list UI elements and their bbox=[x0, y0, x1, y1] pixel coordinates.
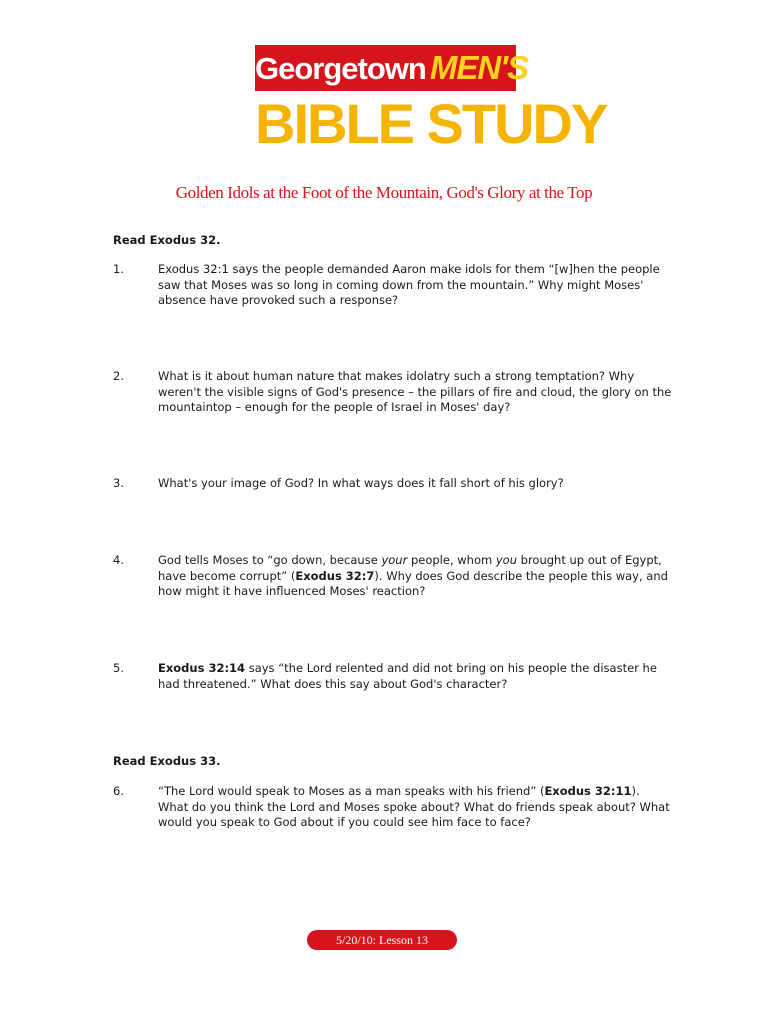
question-text-run: says “the Lord relented and did not bring on his people the disaster he had threatened.” What does this say about God's character? bbox=[158, 661, 657, 691]
question-text bbox=[158, 476, 673, 492]
logo-subtitle: BIBLE STUDY bbox=[255, 92, 607, 155]
question-text-run: ). What do you think the Lord and Moses spoke about? What do friends speak about? What would you speak to God about if you could see him face to face? bbox=[158, 784, 670, 829]
question-text-run: Exodus 32:1 says the people demanded Aaron make idols for them “[w]hen the people saw that Moses was so long in coming down from the mountain.” Why might Moses' absence have provoked such a response? bbox=[158, 262, 660, 307]
question-text-run: God tells Moses to “go down, because bbox=[158, 553, 382, 567]
question-text-run: Exodus 32:14 bbox=[158, 661, 246, 675]
section-heading-2: Read Exodus 33. bbox=[113, 754, 221, 768]
question-text bbox=[158, 553, 673, 600]
footer-lesson-badge: 5/20/10: Lesson 13 bbox=[307, 930, 457, 950]
question-text-run: “The Lord would speak to Moses as a man speaks with his friend” ( bbox=[158, 784, 545, 798]
question-text-run: people, whom bbox=[407, 553, 496, 567]
question-text-run: Exodus 32:11 bbox=[544, 784, 632, 798]
logo-brand: Georgetown bbox=[255, 51, 426, 86]
question-number: 5. bbox=[113, 661, 124, 675]
logo-banner bbox=[255, 45, 529, 91]
question-text-run: your bbox=[381, 553, 408, 567]
question-number: 1. bbox=[113, 262, 124, 276]
question-number: 6. bbox=[113, 784, 124, 798]
page-title: Golden Idols at the Foot of the Mountain, God's Glory at the Top bbox=[175, 183, 593, 202]
logo-brand-accent: MEN'S bbox=[429, 49, 529, 86]
question-text-run: What is it about human nature that makes idolatry such a strong temptation? Why weren't the visible signs of God's presence – the pillars of fire and cloud, the glory on the mountaintop – enough for the people of Israel in Moses' day? bbox=[158, 369, 672, 414]
question-text bbox=[158, 262, 673, 309]
question-number: 2. bbox=[113, 369, 124, 383]
question-number: 4. bbox=[113, 553, 124, 567]
question-text-run: you bbox=[495, 553, 517, 567]
question-text bbox=[158, 661, 673, 692]
question-text-run: brought up out of Egypt, have become corrupt” ( bbox=[158, 553, 662, 583]
question-text-run: Exodus 32:7 bbox=[295, 568, 375, 583]
question-text bbox=[158, 784, 673, 831]
question-text-run: What's your image of God? In what ways does it fall short of his glory? bbox=[158, 476, 564, 490]
section-heading-1: Read Exodus 32. bbox=[113, 233, 221, 247]
question-text bbox=[158, 369, 673, 416]
question-text-run: ). Why does God describe the people this way, and how might it have influenced Moses' reaction? bbox=[158, 568, 668, 598]
question-number: 3. bbox=[113, 476, 124, 490]
